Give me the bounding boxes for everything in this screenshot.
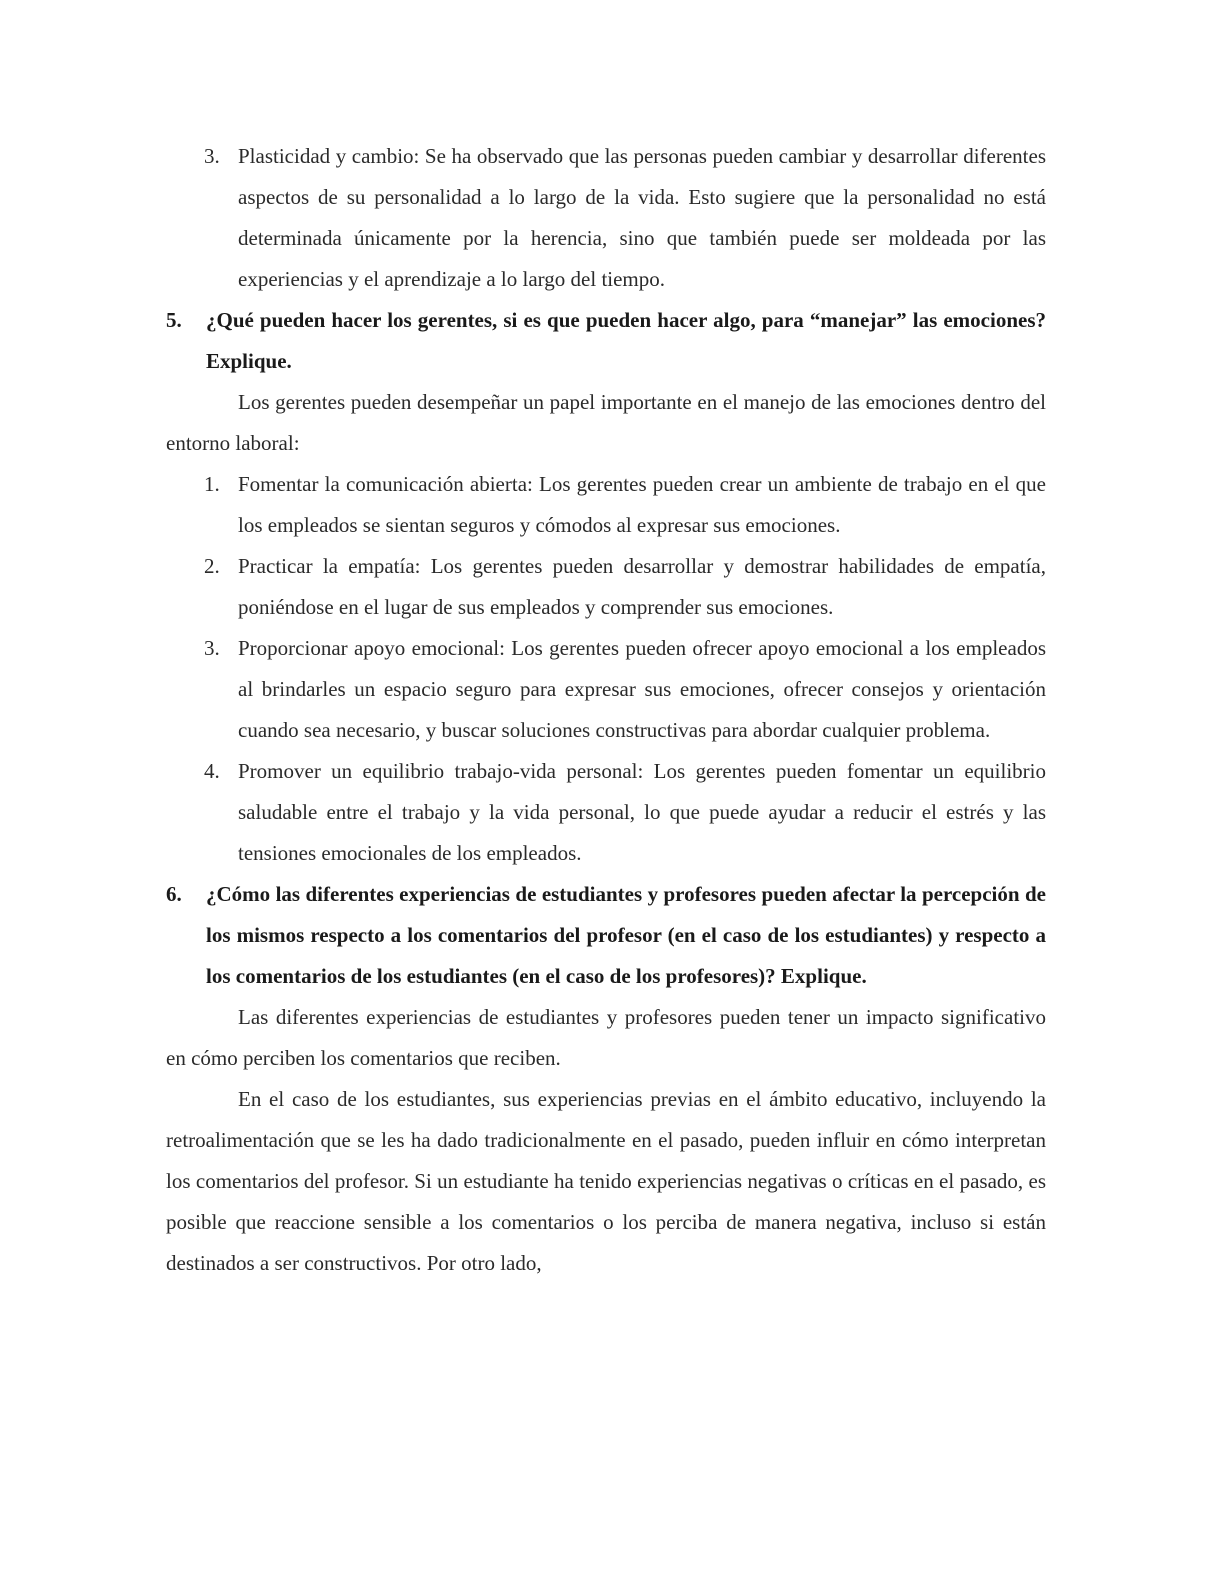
list-item <box>166 628 1046 751</box>
list-item-text: Proporcionar apoyo emocional: Los gerentes pueden ofrecer apoyo emocional a los empleados al brindarles un espacio seguro para expresar sus emociones, ofrecer consejos y orientación cuando sea necesario, y buscar soluciones constructivas para abordar cualquier problema. <box>238 636 1046 742</box>
list-item-text: Practicar la empatía: Los gerentes pueden desarrollar y demostrar habilidades de empatía, poniéndose en el lugar de sus empleados y comprender sus emociones. <box>238 554 1046 619</box>
list-number: 3. <box>204 636 220 660</box>
list-number: 3. <box>204 144 220 168</box>
list-item-text: Fomentar la comunicación abierta: Los gerentes pueden crear un ambiente de trabajo en el que los empleados se sientan seguros y cómodos al expresar sus emociones. <box>238 472 1046 537</box>
question-number: 6. <box>166 882 182 906</box>
list-number: 2. <box>204 554 220 578</box>
answer-5-intro: Los gerentes pueden desempeñar un papel importante en el manejo de las emociones dentro del entorno laboral: <box>166 390 1046 455</box>
list-item <box>166 464 1046 546</box>
document-page <box>166 136 1046 1284</box>
question-number: 5. <box>166 308 182 332</box>
list-number: 4. <box>204 759 220 783</box>
answer-6-paragraph: Las diferentes experiencias de estudiantes y profesores pueden tener un impacto significativo en cómo perciben los comentarios que reciben. <box>166 1005 1046 1070</box>
question-text: ¿Qué pueden hacer los gerentes, si es que pueden hacer algo, para “manejar” las emociones? Explique. <box>206 308 1046 373</box>
list-item-text: Promover un equilibrio trabajo-vida personal: Los gerentes pueden fomentar un equilibrio saludable entre el trabajo y la vida personal, lo que puede ayudar a reducir el estrés y las tensiones emocionales de los empleados. <box>238 759 1046 865</box>
answer-6-paragraph: En el caso de los estudiantes, sus experiencias previas en el ámbito educativo, incluyendo la retroalimentación que se les ha dado tradicionalmente en el pasado, pueden influir en cómo interpretan los comentarios del profesor. Si un estudiante ha tenido experiencias negativas o críticas en el pasado, es posible que reaccione sensible a los comentarios o los perciba de manera negativa, incluso si están destinados a ser constructivos. Por otro lado, <box>166 1087 1046 1275</box>
question-5 <box>166 300 1046 382</box>
list-number: 1. <box>204 472 220 496</box>
answer-5-list <box>166 464 1046 874</box>
question-6 <box>166 874 1046 997</box>
list-item-plasticity <box>166 136 1046 300</box>
list-item <box>166 546 1046 628</box>
list-item-text: Plasticidad y cambio: Se ha observado que las personas pueden cambiar y desarrollar diferentes aspectos de su personalidad a lo largo de la vida. Esto sugiere que la personalidad no está determinada únicamente por la herencia, sino que también puede ser moldeada por las experiencias y el aprendizaje a lo largo del tiempo. <box>238 144 1046 291</box>
question-text: ¿Cómo las diferentes experiencias de estudiantes y profesores pueden afectar la percepción de los mismos respecto a los comentarios del profesor (en el caso de los estudiantes) y respecto a los comentarios de los estudiantes (en el caso de los profesores)? Explique. <box>206 882 1046 988</box>
list-item <box>166 751 1046 874</box>
